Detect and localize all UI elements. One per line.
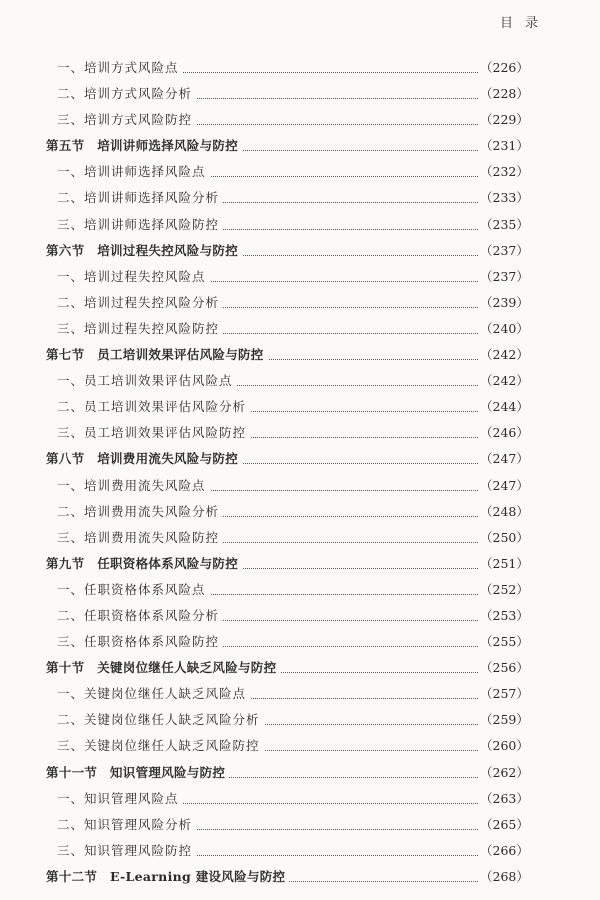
toc-page-number: （256） <box>478 658 529 678</box>
toc-item-row <box>0 319 600 345</box>
toc-item-title: 二、培训费用流失风险分析 <box>57 502 223 522</box>
toc-item-row <box>0 841 600 867</box>
toc-item-row <box>0 84 600 110</box>
toc-section-row <box>0 345 600 371</box>
toc-item-row <box>0 267 600 293</box>
toc-item-row <box>0 293 600 319</box>
toc-item-title: 二、员工培训效果评估风险分析 <box>57 397 250 417</box>
toc-item-title: 三、培训过程失控风险防控 <box>57 319 223 339</box>
toc-item-title: 一、关键岗位继任人缺乏风险点 <box>57 684 250 704</box>
toc-item-row <box>0 371 600 397</box>
toc-item-row <box>0 188 600 214</box>
running-head: 目录 <box>499 16 550 31</box>
toc-item-title: 一、员工培训效果评估风险点 <box>57 371 237 391</box>
toc-section-row <box>0 554 600 580</box>
toc-item-title: 二、关键岗位继任人缺乏风险分析 <box>57 710 264 730</box>
toc-section-title: 第十一节 知识管理风险与防控 <box>46 763 229 783</box>
toc-section-title: 第六节 培训过程失控风险与防控 <box>46 241 242 261</box>
toc-item-title: 三、培训讲师选择风险防控 <box>57 215 223 235</box>
toc-item-row <box>0 736 600 762</box>
toc-page-number: （250） <box>478 528 529 548</box>
toc-item-row <box>0 580 600 606</box>
toc-item-title: 三、关键岗位继任人缺乏风险防控 <box>57 736 264 756</box>
toc-item-row <box>0 215 600 241</box>
toc-section-row <box>0 241 600 267</box>
toc-item-title: 三、任职资格体系风险防控 <box>57 632 223 652</box>
toc-page-number: （247） <box>478 449 529 469</box>
toc-page-number: （259） <box>478 710 529 730</box>
toc-page-number: （242） <box>478 371 529 391</box>
toc-item-title: 三、知识管理风险防控 <box>57 841 196 861</box>
toc-section-title: 第七节 员工培训效果评估风险与防控 <box>46 345 268 365</box>
toc-item-title: 一、培训过程失控风险点 <box>57 267 210 287</box>
toc-page-number: （226） <box>478 58 529 78</box>
toc-page-number: （229） <box>478 110 529 130</box>
toc-page-number: （240） <box>478 319 529 339</box>
toc-section-title: 第九节 任职资格体系风险与防控 <box>46 554 242 574</box>
toc-page-number: （235） <box>478 215 529 235</box>
toc-section-title: 第八节 培训费用流失风险与防控 <box>46 449 242 469</box>
toc-page-number: （253） <box>478 606 529 626</box>
toc-page-number: （260） <box>478 736 529 756</box>
toc-item-row <box>0 789 600 815</box>
toc-page-number: （251） <box>478 554 529 574</box>
toc-page-number: （242） <box>478 345 529 365</box>
toc-page-number: （252） <box>478 580 529 600</box>
toc-item-row <box>0 606 600 632</box>
toc-item-row <box>0 815 600 841</box>
toc-item-title: 一、培训讲师选择风险点 <box>57 162 210 182</box>
toc-item-row <box>0 58 600 84</box>
toc-item-row <box>0 476 600 502</box>
toc-page-number: （265） <box>478 815 529 835</box>
toc-page-number: （247） <box>478 476 529 496</box>
toc-item-title: 二、培训方式风险分析 <box>57 84 196 104</box>
toc-item-row <box>0 528 600 554</box>
toc-item-title: 二、知识管理风险分析 <box>57 815 196 835</box>
toc-item-title: 一、知识管理风险点 <box>57 789 183 809</box>
toc-page-number: （263） <box>478 789 529 809</box>
toc-page-number: （232） <box>478 162 529 182</box>
toc-item-row <box>0 110 600 136</box>
toc-item-row <box>0 502 600 528</box>
toc-page-number: （237） <box>478 241 529 261</box>
toc-item-row <box>0 710 600 736</box>
toc-item-title: 二、培训讲师选择风险分析 <box>57 188 223 208</box>
toc-page-number: （257） <box>478 684 529 704</box>
toc-page-number: （228） <box>478 84 529 104</box>
toc-page-number: （237） <box>478 267 529 287</box>
toc-item-title: 一、任职资格体系风险点 <box>57 580 210 600</box>
toc-page-number: （246） <box>478 423 529 443</box>
toc-item-row <box>0 397 600 423</box>
toc-item-row <box>0 684 600 710</box>
toc-page-number: （268） <box>478 867 529 887</box>
toc-page-number: （233） <box>478 188 529 208</box>
toc-item-row <box>0 632 600 658</box>
toc-section-row <box>0 867 600 893</box>
toc-page-number: （248） <box>478 502 529 522</box>
toc-item-row <box>0 162 600 188</box>
toc-section-row <box>0 658 600 684</box>
toc-section-title: 第五节 培训讲师选择风险与防控 <box>46 136 242 156</box>
toc-section-row <box>0 763 600 789</box>
table-of-contents <box>0 58 600 893</box>
toc-section-title: 第十节 关键岗位继任人缺乏风险与防控 <box>46 658 280 678</box>
toc-page-number: （262） <box>478 763 529 783</box>
toc-item-title: 一、培训方式风险点 <box>57 58 183 78</box>
toc-item-title: 二、培训过程失控风险分析 <box>57 293 223 313</box>
toc-item-row <box>0 423 600 449</box>
toc-section-row <box>0 449 600 475</box>
toc-item-title: 二、任职资格体系风险分析 <box>57 606 223 626</box>
toc-item-title: 三、员工培训效果评估风险防控 <box>57 423 250 443</box>
toc-item-title: 一、培训费用流失风险点 <box>57 476 210 496</box>
toc-section-row <box>0 136 600 162</box>
toc-section-title: 第十二节 E-Learning 建设风险与防控 <box>46 867 289 887</box>
toc-page-number: （239） <box>478 293 529 313</box>
toc-item-title: 三、培训方式风险防控 <box>57 110 196 130</box>
toc-page-number: （231） <box>478 136 529 156</box>
toc-item-title: 三、培训费用流失风险防控 <box>57 528 223 548</box>
toc-page-number: （266） <box>478 841 529 861</box>
toc-page-number: （244） <box>478 397 529 417</box>
toc-page-number: （255） <box>478 632 529 652</box>
